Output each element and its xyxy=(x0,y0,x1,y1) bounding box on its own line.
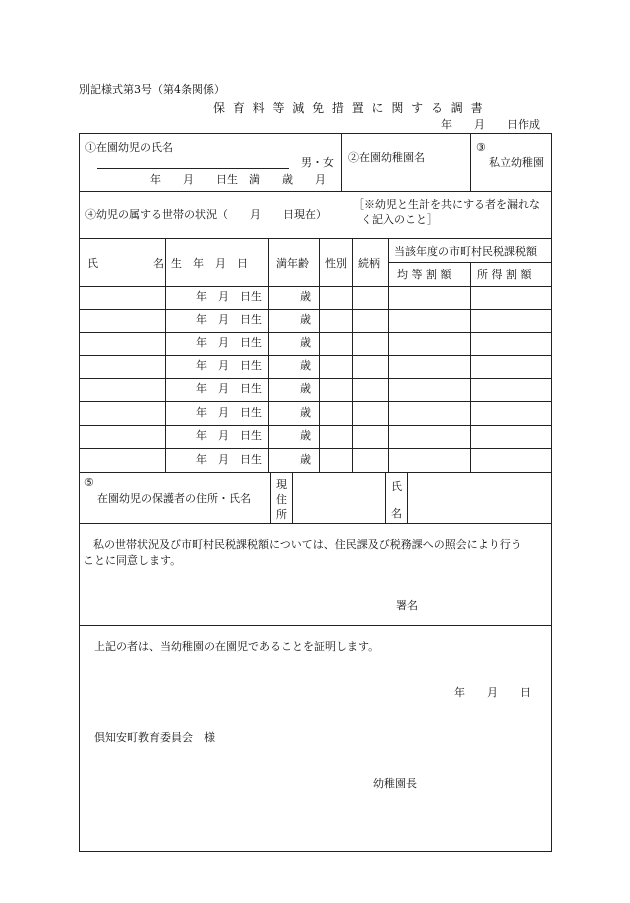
household-note-line2: く記入のこと］ xyxy=(361,213,438,226)
col-header-tax: 当該年度の市町村民税課税額 xyxy=(394,245,537,258)
row-age: 歳 xyxy=(300,429,311,442)
col-header-sex: 性別 xyxy=(325,257,347,270)
row-birth: 年 月 日生 xyxy=(196,453,262,466)
row-age: 歳 xyxy=(300,382,311,395)
col-header-name: 氏 名 xyxy=(87,257,164,270)
row-age: 歳 xyxy=(300,313,311,326)
guardian-label: 在園幼児の保護者の住所・氏名 xyxy=(97,492,251,505)
row-age: 歳 xyxy=(300,336,311,349)
created-date: 年 月 日作成 xyxy=(441,118,540,131)
household-note-line1: ［※幼児と生計を共にする者を漏れな xyxy=(353,198,540,211)
row-birth: 年 月 日生 xyxy=(196,406,262,419)
consent-text-line2: ことに同意します。 xyxy=(83,554,182,567)
birth-age-field: 年 月 日生 満 歳 月 xyxy=(150,173,326,186)
section3-number: ③ xyxy=(476,141,486,154)
row-birth: 年 月 日生 xyxy=(196,429,262,442)
form-title: 保 育 料 等 減 免 措 置 に 関 す る 調 書 xyxy=(213,101,485,115)
row-age: 歳 xyxy=(300,406,311,419)
col-header-tax-income: 所 得 割 額 xyxy=(477,268,532,281)
row-birth: 年 月 日生 xyxy=(196,359,262,372)
name-char: 名 xyxy=(391,507,402,520)
addressee: 倶知安町教育委員会 様 xyxy=(94,731,215,744)
signature-label: 署名 xyxy=(396,599,418,612)
private-kindergarten-label: 私立幼稚園 xyxy=(489,156,544,169)
kindergarten-name-label: ②在園幼稚園名 xyxy=(348,151,425,164)
consent-text-line1: 私の世帯状況及び市町村民税課税額については、住民課及び税務課への照会により行う xyxy=(93,538,522,551)
col-header-tax-equal: 均 等 割 額 xyxy=(397,268,452,281)
row-birth: 年 月 日生 xyxy=(196,382,262,395)
child-name-label: ①在園幼児の氏名 xyxy=(85,141,173,154)
row-age: 歳 xyxy=(300,290,311,303)
col-header-relation: 続柄 xyxy=(358,257,380,270)
col-header-age: 満年齢 xyxy=(276,257,309,270)
gender-options: 男・女 xyxy=(301,156,334,169)
principal-label: 幼稚園長 xyxy=(373,777,417,790)
row-birth: 年 月 日生 xyxy=(196,290,262,303)
name-char: 氏 xyxy=(391,480,402,493)
row-birth: 年 月 日生 xyxy=(196,313,262,326)
address-char: 現 xyxy=(276,478,287,491)
address-char: 所 xyxy=(276,508,287,521)
address-char: 住 xyxy=(276,493,287,506)
row-age: 歳 xyxy=(300,359,311,372)
household-label: ④幼児の属する世帯の状況（ 月 日現在） xyxy=(85,208,327,221)
row-age: 歳 xyxy=(300,453,311,466)
row-birth: 年 月 日生 xyxy=(196,336,262,349)
certify-text: 上記の者は、当幼稚園の在園児であることを証明します。 xyxy=(94,640,380,653)
child-name-line xyxy=(97,168,289,169)
col-header-birth: 生 年 月 日 xyxy=(171,257,248,270)
section5-number: ⑤ xyxy=(84,476,94,489)
form-reference: 別記様式第3号（第4条関係） xyxy=(79,83,225,96)
certify-date: 年 月 日 xyxy=(454,686,531,699)
